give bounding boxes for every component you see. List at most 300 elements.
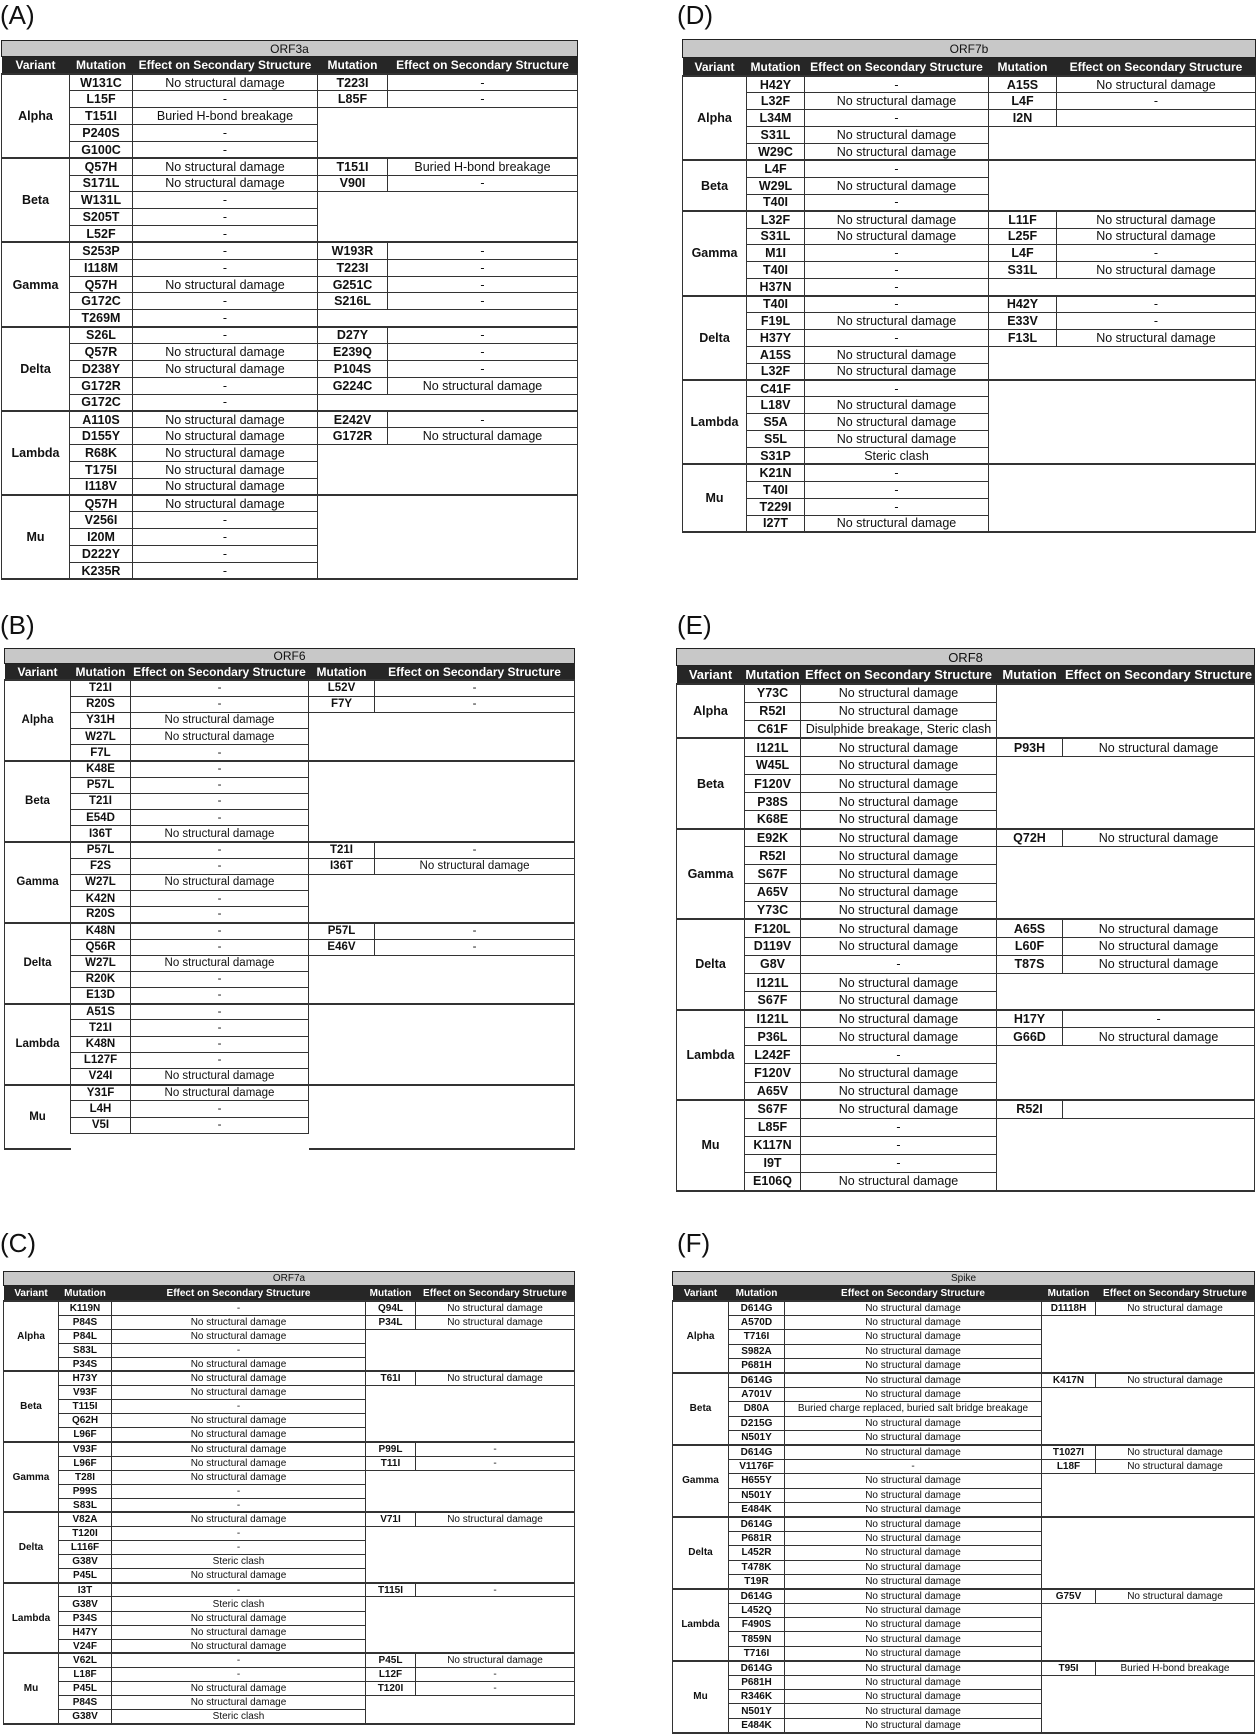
effect-cell: No structural damage — [801, 829, 997, 847]
effect-cell: - — [133, 377, 318, 394]
table-row — [673, 1315, 1255, 1329]
effect-cell: - — [801, 1118, 997, 1136]
table-row — [5, 842, 575, 858]
empty-cell — [1096, 1675, 1255, 1689]
empty-cell — [1042, 1646, 1096, 1660]
mutation-cell: N501Y — [729, 1704, 785, 1718]
table-row — [5, 890, 575, 906]
empty-cell — [1042, 1474, 1096, 1488]
mutation-cell: P57L — [71, 777, 131, 793]
empty-cell — [375, 1036, 575, 1052]
table-row — [4, 1682, 575, 1696]
effect-cell: No structural damage — [416, 1315, 575, 1329]
mutation-cell: W27L — [71, 955, 131, 971]
empty-cell — [309, 1085, 375, 1101]
empty-cell — [989, 448, 1057, 465]
effect-cell: No structural damage — [112, 1470, 366, 1484]
empty-cell — [1042, 1402, 1096, 1416]
empty-cell — [997, 702, 1063, 720]
table-row — [683, 464, 1256, 481]
table-row — [673, 1301, 1255, 1315]
empty-cell — [1096, 1531, 1255, 1545]
effect-cell: - — [801, 1136, 997, 1154]
column-header: Effect on Secondary Structure — [388, 57, 578, 75]
mutation-cell: I121L — [745, 1010, 801, 1028]
mutation-cell: K48N — [71, 1036, 131, 1052]
effect-cell: - — [388, 175, 578, 192]
effect-cell: Steric clash — [112, 1555, 366, 1569]
mutation-cell: L4F — [989, 245, 1057, 262]
effect-cell: No structural damage — [1096, 1459, 1255, 1473]
effect-cell: No structural damage — [1063, 955, 1255, 973]
empty-cell — [1063, 811, 1255, 829]
variant-name: Gamma — [683, 211, 747, 295]
mutation-cell: L4F — [747, 160, 805, 177]
effect-cell: - — [805, 329, 989, 346]
table-row — [5, 1052, 575, 1068]
empty-cell — [1096, 1690, 1255, 1704]
effect-cell: - — [112, 1527, 366, 1541]
empty-cell — [989, 515, 1057, 532]
effect-cell: No structural damage — [785, 1618, 1042, 1632]
mutation-cell: T716I — [729, 1330, 785, 1344]
empty-cell — [1042, 1416, 1096, 1430]
mutation-cell: T21I — [71, 793, 131, 809]
empty-cell — [1063, 720, 1255, 738]
effect-cell: - — [131, 680, 309, 696]
effect-cell: - — [1063, 1010, 1255, 1028]
effect-cell: - — [133, 141, 318, 158]
mutation-cell: S5L — [747, 431, 805, 448]
effect-cell: - — [805, 245, 989, 262]
empty-cell — [997, 847, 1063, 865]
mutation-cell: F13L — [989, 329, 1057, 346]
table-row — [677, 738, 1255, 756]
effect-cell: No structural damage — [785, 1517, 1042, 1531]
mutation-cell: P84L — [59, 1329, 112, 1343]
empty-cell — [1042, 1603, 1096, 1617]
mutation-cell: P681H — [729, 1675, 785, 1689]
empty-cell — [388, 461, 578, 478]
effect-cell: - — [388, 344, 578, 361]
effect-cell: - — [416, 1682, 575, 1696]
table-row — [683, 414, 1256, 431]
effect-cell: - — [1057, 296, 1256, 313]
effect-cell: - — [805, 380, 989, 397]
table-row — [677, 793, 1255, 811]
table-row — [683, 245, 1256, 262]
empty-cell — [309, 777, 375, 793]
column-header: Effect on Secondary Structure — [785, 1286, 1042, 1302]
mutation-cell: Q57H — [70, 276, 133, 293]
table-row — [673, 1675, 1255, 1689]
empty-cell — [375, 890, 575, 906]
effect-cell: - — [1057, 312, 1256, 329]
empty-cell — [318, 209, 388, 226]
mutation-cell: V62L — [59, 1653, 112, 1667]
variant-name: Mu — [677, 1100, 745, 1190]
effect-cell: No structural damage — [112, 1414, 366, 1428]
effect-cell: No structural damage — [131, 1085, 309, 1101]
mutation-cell: P57L — [71, 842, 131, 858]
table-row — [673, 1502, 1255, 1516]
mutation-cell: R20S — [71, 907, 131, 923]
empty-cell — [366, 1357, 416, 1371]
effect-cell: - — [133, 242, 318, 259]
empty-cell — [416, 1611, 575, 1625]
empty-cell — [416, 1414, 575, 1428]
panel-label: (D) — [677, 0, 714, 30]
table-row — [677, 1082, 1255, 1100]
table-row — [683, 279, 1256, 296]
empty-cell — [989, 144, 1057, 161]
variant-name: Delta — [673, 1517, 729, 1589]
table-row — [4, 1527, 575, 1541]
variant-name: Delta — [683, 296, 747, 380]
effect-cell: - — [131, 761, 309, 777]
empty-cell — [989, 194, 1057, 211]
empty-cell — [1063, 992, 1255, 1010]
mutation-cell: F120V — [745, 1064, 801, 1082]
empty-cell — [997, 1154, 1063, 1172]
empty-cell — [1042, 1718, 1096, 1732]
mutation-cell: F7L — [71, 745, 131, 761]
effect-cell: No structural damage — [785, 1560, 1042, 1574]
effect-cell: No structural damage — [785, 1488, 1042, 1502]
column-header: Effect on Secondary Structure — [375, 664, 575, 681]
effect-cell: - — [805, 76, 989, 93]
table-row — [2, 141, 578, 158]
effect-cell: - — [388, 293, 578, 310]
effect-cell: No structural damage — [805, 515, 989, 532]
table-row — [5, 971, 575, 987]
table-row — [677, 702, 1255, 720]
table-row — [673, 1474, 1255, 1488]
mutation-cell: E92K — [745, 829, 801, 847]
table-row — [4, 1639, 575, 1653]
table-row — [5, 729, 575, 745]
mutation-cell: E33V — [989, 312, 1057, 329]
table-row — [683, 194, 1256, 211]
variant-name: Beta — [677, 738, 745, 828]
mutation-cell: F19L — [747, 312, 805, 329]
effect-cell: No structural damage — [112, 1569, 366, 1583]
effect-cell: - — [131, 810, 309, 826]
effect-cell: - — [388, 360, 578, 377]
effect-cell: - — [416, 1442, 575, 1456]
effect-cell: No structural damage — [801, 919, 997, 937]
empty-cell — [989, 160, 1057, 177]
mutation-cell: I36T — [309, 858, 375, 874]
effect-cell: No structural damage — [785, 1675, 1042, 1689]
empty-cell — [997, 684, 1063, 702]
effect-cell: No structural damage — [1057, 329, 1256, 346]
table-row — [673, 1646, 1255, 1660]
empty-cell — [375, 712, 575, 728]
empty-cell — [1057, 397, 1256, 414]
table-row — [673, 1431, 1255, 1445]
effect-cell: Buried H-bond breakage — [133, 108, 318, 125]
empty-cell — [309, 1101, 375, 1117]
table-row — [677, 1118, 1255, 1136]
mutation-cell: R20S — [71, 696, 131, 712]
empty-cell — [1042, 1315, 1096, 1329]
mutation-cell: L452R — [729, 1546, 785, 1560]
empty-cell — [997, 756, 1063, 774]
effect-cell: No structural damage — [805, 346, 989, 363]
effect-cell: No structural damage — [805, 397, 989, 414]
mutation-cell: D80A — [729, 1402, 785, 1416]
variant-name: Alpha — [677, 684, 745, 738]
effect-cell: No structural damage — [112, 1696, 366, 1710]
table-row — [4, 1315, 575, 1329]
effect-cell: - — [131, 971, 309, 987]
effect-cell: No structural damage — [801, 901, 997, 919]
effect-cell: - — [112, 1301, 366, 1315]
table-row — [2, 209, 578, 226]
empty-cell — [388, 226, 578, 243]
effect-cell: No structural damage — [131, 874, 309, 890]
mutation-cell: V93F — [59, 1442, 112, 1456]
empty-cell — [309, 712, 375, 728]
effect-cell: No structural damage — [1096, 1589, 1255, 1603]
empty-cell — [388, 529, 578, 546]
effect-cell: No structural damage — [133, 175, 318, 192]
empty-cell — [997, 1046, 1063, 1064]
mutation-cell: L18F — [1042, 1459, 1096, 1473]
empty-cell — [375, 971, 575, 987]
table-row — [5, 1004, 575, 1020]
empty-cell — [375, 826, 575, 842]
table-row — [4, 1428, 575, 1442]
effect-cell: No structural damage — [801, 937, 997, 955]
empty-cell — [388, 546, 578, 563]
variant-name: Alpha — [683, 76, 747, 160]
empty-cell — [375, 988, 575, 1004]
empty-cell — [1057, 194, 1256, 211]
effect-cell: No structural damage — [785, 1646, 1042, 1660]
mutation-cell: P34L — [366, 1315, 416, 1329]
mutation-cell: P38S — [745, 793, 801, 811]
effect-cell: No structural damage — [801, 738, 997, 756]
mutation-cell: L452Q — [729, 1603, 785, 1617]
mutation-cell: Q56R — [71, 939, 131, 955]
table-row — [683, 515, 1256, 532]
empty-cell — [318, 141, 388, 158]
variant-name: Gamma — [4, 1442, 59, 1512]
empty-cell — [997, 865, 1063, 883]
table-row — [2, 377, 578, 394]
effect-cell: - — [375, 939, 575, 955]
variant-name: Lambda — [683, 380, 747, 464]
empty-cell — [309, 793, 375, 809]
table-row — [673, 1344, 1255, 1358]
mutation-cell: T859N — [729, 1632, 785, 1646]
mutation-cell: D155Y — [70, 428, 133, 445]
effect-cell: No structural damage — [1057, 262, 1256, 279]
column-header: Mutation — [997, 666, 1063, 685]
empty-cell — [318, 529, 388, 546]
effect-cell — [1063, 1100, 1255, 1118]
mutation-cell: F2S — [71, 858, 131, 874]
mutation-cell: R52I — [745, 702, 801, 720]
variant-name: Lambda — [673, 1589, 729, 1661]
empty-cell — [1096, 1474, 1255, 1488]
empty-cell — [997, 720, 1063, 738]
table-row — [673, 1531, 1255, 1545]
empty-cell — [309, 971, 375, 987]
table-row — [673, 1488, 1255, 1502]
empty-cell — [366, 1569, 416, 1583]
variant-name: Mu — [4, 1653, 59, 1723]
mutation-cell: T87S — [997, 955, 1063, 973]
empty-cell — [416, 1357, 575, 1371]
empty-cell — [1042, 1560, 1096, 1574]
empty-cell — [1042, 1502, 1096, 1516]
effect-cell: Steric clash — [112, 1597, 366, 1611]
empty-cell — [416, 1386, 575, 1400]
mutation-cell: T120I — [366, 1682, 416, 1696]
table-row — [2, 91, 578, 108]
variant-name: Alpha — [4, 1301, 59, 1371]
effect-cell: No structural damage — [375, 858, 575, 874]
table-row — [683, 346, 1256, 363]
table-row — [4, 1569, 575, 1583]
mutation-cell: R20K — [71, 971, 131, 987]
table-row — [4, 1611, 575, 1625]
mutation-cell: L52F — [70, 226, 133, 243]
table-row — [2, 461, 578, 478]
mutation-cell: G172R — [70, 377, 133, 394]
table-row — [2, 546, 578, 563]
empty-cell — [1063, 883, 1255, 901]
empty-cell — [1057, 464, 1256, 481]
table-row — [683, 144, 1256, 161]
empty-cell — [388, 141, 578, 158]
mutation-cell: K21N — [747, 464, 805, 481]
empty-cell — [416, 1470, 575, 1484]
effect-cell: - — [133, 192, 318, 209]
effect-cell: No structural damage — [805, 431, 989, 448]
empty-cell — [1063, 974, 1255, 992]
empty-cell — [366, 1428, 416, 1442]
mutation-cell: C41F — [747, 380, 805, 397]
table-row — [683, 93, 1256, 110]
effect-cell: - — [801, 955, 997, 973]
effect-cell: - — [388, 242, 578, 259]
effect-cell: No structural damage — [785, 1387, 1042, 1401]
effect-cell: Steric clash — [805, 448, 989, 465]
mutation-cell: L85F — [318, 91, 388, 108]
table-row — [5, 939, 575, 955]
mutation-cell: S67F — [745, 1100, 801, 1118]
mutation-cell: G38V — [59, 1710, 112, 1724]
empty-cell — [388, 562, 578, 579]
table-row — [673, 1618, 1255, 1632]
column-header: Mutation — [729, 1286, 785, 1302]
effect-cell: No structural damage — [133, 276, 318, 293]
empty-cell — [388, 108, 578, 125]
table-row — [5, 793, 575, 809]
effect-cell — [1057, 110, 1256, 127]
effect-cell: No structural damage — [785, 1704, 1042, 1718]
mutation-cell: L4F — [989, 93, 1057, 110]
effect-cell: - — [133, 209, 318, 226]
mutation-cell: I2N — [989, 110, 1057, 127]
empty-cell — [1042, 1517, 1096, 1531]
effect-cell: No structural damage — [112, 1625, 366, 1639]
effect-cell: No structural damage — [801, 1100, 997, 1118]
variant-name: Delta — [677, 919, 745, 1009]
empty-cell — [1057, 380, 1256, 397]
mutation-cell: K68E — [745, 811, 801, 829]
table-row — [677, 720, 1255, 738]
mutation-cell: T115I — [59, 1400, 112, 1414]
effect-cell: No structural damage — [131, 826, 309, 842]
table-row — [677, 1136, 1255, 1154]
mutation-cell: E242V — [318, 411, 388, 428]
mutation-cell: R68K — [70, 445, 133, 462]
effect-cell: - — [388, 91, 578, 108]
mutation-cell: E484K — [729, 1718, 785, 1732]
empty-cell — [997, 901, 1063, 919]
column-header: Mutation — [318, 57, 388, 75]
mutation-cell: P36L — [745, 1028, 801, 1046]
table-row — [4, 1329, 575, 1343]
table-row — [677, 1028, 1255, 1046]
effect-cell: - — [388, 276, 578, 293]
table-row — [4, 1442, 575, 1456]
empty-cell — [1057, 279, 1256, 296]
empty-cell — [997, 774, 1063, 792]
column-header: Mutation — [989, 58, 1057, 77]
table-row — [683, 228, 1256, 245]
table-row — [5, 745, 575, 761]
effect-cell: No structural damage — [112, 1639, 366, 1653]
empty-cell — [388, 192, 578, 209]
effect-cell: No structural damage — [1063, 1028, 1255, 1046]
table-row — [673, 1661, 1255, 1675]
table-row — [2, 310, 578, 327]
effect-cell: No structural damage — [801, 1010, 997, 1028]
mutation-cell: P99S — [59, 1484, 112, 1498]
table-row — [673, 1574, 1255, 1588]
empty-cell — [1096, 1344, 1255, 1358]
effect-cell: No structural damage — [801, 774, 997, 792]
column-header: Mutation — [70, 57, 133, 75]
empty-cell — [997, 1173, 1063, 1191]
column-header: Mutation — [309, 664, 375, 681]
mutation-cell: H37N — [747, 279, 805, 296]
empty-cell — [416, 1710, 575, 1724]
empty-cell — [416, 1597, 575, 1611]
empty-cell — [375, 1069, 575, 1085]
empty-cell — [318, 445, 388, 462]
effect-cell: - — [416, 1583, 575, 1597]
mutation-cell: P681H — [729, 1359, 785, 1373]
mutation-cell: A15S — [989, 76, 1057, 93]
empty-cell — [366, 1710, 416, 1724]
effect-cell: - — [375, 680, 575, 696]
mutation-cell: L32F — [747, 211, 805, 228]
table-row — [677, 847, 1255, 865]
table-row — [683, 110, 1256, 127]
table-row — [683, 380, 1256, 397]
mutation-cell: I121L — [745, 974, 801, 992]
table-row — [4, 1667, 575, 1681]
mutation-cell: S67F — [745, 865, 801, 883]
empty-cell — [997, 883, 1063, 901]
